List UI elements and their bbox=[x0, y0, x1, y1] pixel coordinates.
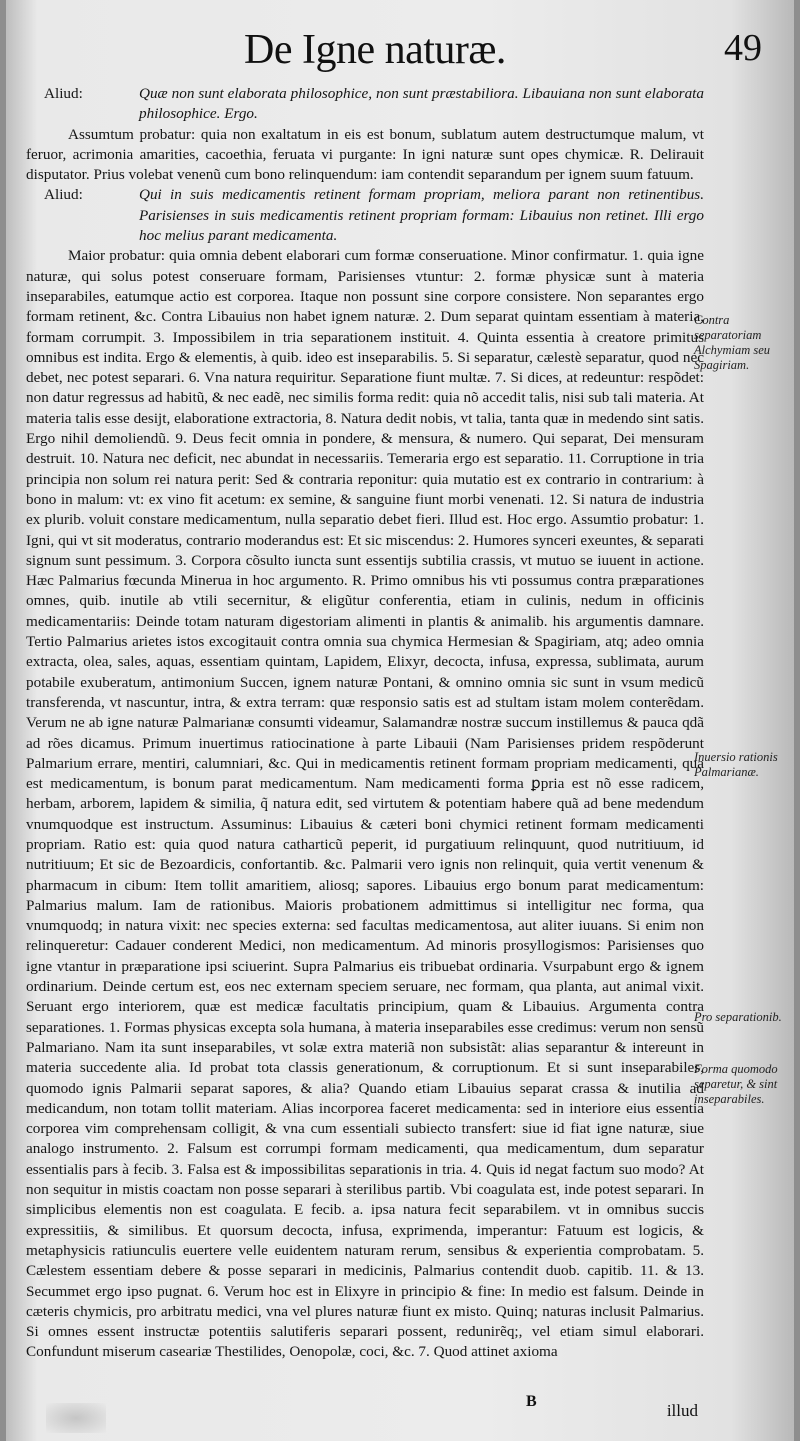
aliud-label: Aliud: bbox=[44, 186, 83, 204]
catchword: illud bbox=[666, 1401, 698, 1420]
page-stain bbox=[46, 1403, 106, 1433]
syllogism-text: Quæ non sunt elaborata philosophice, non sunt præstabiliora. Libauiana non sunt elaborata philosophice. Ergo. bbox=[139, 85, 704, 123]
page-number: 49 bbox=[724, 27, 762, 69]
book-page bbox=[6, 0, 794, 1441]
paragraph: Maior probatur: quia omnia debent elaborari cum formæ conseruatione. Minor confirmatur. 1. quia igne naturæ, qui solus potest conseruare formam, Parisienses vtuntur: 2. formæ physicæ sunt à materia inseparabiles, eatumque actio est corporea. Itaque non possunt sine corpore consistere. Non separantes ergo formam retinent, &c. Contra Libauius non habet ignem naturæ. 2. Dum separat quintam essentiam à materia, formam corrumpit. 3. Impossibilem in tria separationem instituit. 4. Quinta essentia à creatore primitus omnibus est indita. Ergo & elementis, à quib. ideo est inseparabilis. 5. Si separatur, cælestè separatur, quod nec debet, nec potest separari. 6. Vna natura requiritur. Separatione fiunt multæ. 7. Si dices, at redeuntur: respõdet: non datur regressus ad habitũ, & nec eadẽ, nec similis forma redit: quia nõ accedit talis, nisi sub tali materia. At materia talis esse desijt, elaboratione extractoria, 8. Natura dedit nobis, vt talia, tanta quæ in medendo sint satis. Ergo nihil demoliendũ. 9. Deus fecit omnia in pondere, & mensura, & numero. Qui separat, Dei mensuram destruit. 10. Natura nec deficit, nec abundat in necessariis. Temeraria ergo est separatio. 11. Corruptione in tria principia non solum rei natura perit: Sed & contraria reponitur: quia mutatio est ex contrario in contrarium: à bono in malum: vt: ex vino fit acetum: ex semine, & sanguine fiunt morbi venenati. 12. Si natura de industria ex plurib. voluit constare medicamentum, nulla separatio debet fieri. Illud est. Hoc ergo. Assumtio probatur: 1. Igni, qui vt sit moderatus, contrario moderandus est: Et sic miscendus: 2. Humores synceri exeuntes, & separati signum sunt pessimum. 3. Corpora cõsulto iuncta sunt essentijs subtilia crassis, vt mutuo se iuuent in actione. Hæc Palmarius fœcunda Minerua in hoc argumento. R. Primo omnibus his vti possumus contra præparationes omnes, quib. inutile ab vtili secernitur, & eligũtur conferentia, etiam in culinis, nedum in officinis medicamentariis: Deinde totam naturam digestoriam alimenti in plantis & animalib. his argumentis damnare. Tertio Palmarius arietes istos excogitauit contra omnia sua chymica Hermesian & Spagiriam, atq; adeo omnia extracta, olea, sales, aquas, essentiam quintam, Lapidem, Elixyr, decocta, infusa, expressa, sublimata, aurum potabile exuberatum, antimonium Succen, ignem naturæ Pontani, & omnino omnia sic sunt in vsum medicũ transferenda, vt nascuntur, intra, & extra terram: quæ responsio satis est ad stultam istam molem conterẽdam. Verum ne ab igne naturæ Palmarianæ consumti videamur, Salamandræ nostræ succum instillemus & pauca qdã ad rões dicamus. Primum inuertimus ratiocinatione à parte Libauii (Nam Parisienses pridem respõderunt Palmarium errare, mentiri, calumniari, &c. Qui in medicamentis retinent formam propriam medicamenti, qua est medicamentum, is bonum parat medicamentum. Nam medicamenti forma ꝑpria est nõ esse radicem, herbam, arborem, lapidem & similia, q̃ natura edit, sed virtutem & potentiam habere quã ad bene medendum vnumquodque est instructum. Assuminus: Libauius & cæteri boni chymici retinent formam medicamenti propriam. Ratio est: quia quod natura catharticũ peperit, id purgatiuum relinquunt, quod nutritiuum, id nutritiuum; Et sic de Bezoardicis, confortantib. &c. Palmarii vero ignis non relinquit, quia vertit venenum & pharmacum in cibum: Item tollit amaritiem, aliosq; sapores. Libauius ergo bonum parat medicamentum: Palmarius malum. Iam de rationibus. Maioris probationem admittimus si intelligitur nec forma, qua vnumquodq; in natura vixit: nec species externa: sed facultas medicamentosa, aut aliter iuuans. Si enim non relinqueretur: Cadauer conderent Medici, non medicamentum. Ad minoris prosyllogismos: Parisienses quo igne vtantur in præparatione ipsi sciuerint. Supra Palmarius eis tribuebat ordinaria. Vsurpabunt ergo & ignem ordinarium. Deinde certum est, eos nec externam speciem seruare, nec formam, qua planta, aut animal vixit. Seruant ergo interiorem, quæ est medicæ facultatis principium, quam & Libauius. Argumenta contra separationes. 1. Formas physicas excepta sola humana, à materia inseparabiles esse credimus: verum non sensũ Palmariano. Nam ita sunt inseparabiles, vt solæ extra materiã non subsistãt: alias separantur & intereunt in materia succedente alia. Id probat tota classis generationum, & corruptionum. Et si sunt inseparabiles, quomodo ignis Palmarii separat sapores, & alia? Quando etiam Libauius separat crassa & inutilia ad medicandum, non totam tollit materiam. Alias incorporea faceret medicamenta: sed in interiore eius essentia corporea vim comprehensam colligit, & vna cum essentiali subiecto transfert: siue id fiat igne naturæ, siue analogo instrumento. 2. Falsum est corrumpi formam medicamenti, qua medicamentum, dum separatur essentialis pars à fecib. 3. Falsa est & impossibilitas separationis in tria. 4. Quis id negat factum suo modo? At non sequitur in mistis coactam non posse separari à sterilibus partib. Vbi coagulata est, inde potest separari. In simplicibus elementis non est coagulata. E fecib. a. ipsa natura fecit separabilem. vt in omnibus succis expressitiis, & similibus. Et quorsum decocta, infusa, exprimenda, imperantur: Fatuum est logicis, & metaphysicis ratiunculis euertere velle euidentem naturam rerum, sensibus & experientia comprobatam. 5. Cælestem essentiam debere & posse separari in medicinis, Palmarius contendit duob. capitib. 11. & 13. Secummet ergo ipso pugnat. 6. Verum hoc est in Elixyre in principio & fine: In medio est falsum. Deinde in cæteris chymicis, pro arbitratu medici, vna vel plures naturæ fiunt ex misto. Quinq; naturas inclusit Palmarius. Si omnes essent instructæ potentiis salutiferis separari possent, redunirẽq;, vel etiam simul elaborari. Confundunt miserum caseariæ Thestilides, Oenopolæ, coci, &c. 7. Quod attinet axioma bbox=[26, 247, 704, 1361]
marginal-note: Forma quomodo separetur, & sint inseparabiles. bbox=[694, 1062, 778, 1106]
marginal-note: Contra separatoriam Alchymiam seu Spagiriam. bbox=[694, 313, 771, 372]
signature-mark: B bbox=[526, 1393, 537, 1410]
marginal-note: Pro separationib. bbox=[694, 1010, 782, 1024]
syllogism-text: Qui in suis medicamentis retinent formam propriam, meliora parant non retinentibus. Parisienses in suis medicamentis retinent propriam formam: Libauius non retinet. Illi ergo hoc melius parant medicamenta. bbox=[139, 186, 704, 245]
aliud-label: Aliud: bbox=[44, 85, 83, 102]
main-text bbox=[26, 84, 704, 1363]
syllogism-2 bbox=[26, 185, 704, 246]
paragraph: Assumtum probatur: quia non exaltatum in eis est bonum, sublatum autem destructumque malum, vt feruor, acrimonia amarities, cacoethia, feruata vi purgante: In igni naturæ sunt opes chymicæ. R. Delirauit disputator. Prius volebat venenũ cum bono relinquendum: iam contendit separandum per ignem suum fatuum. bbox=[26, 125, 704, 184]
running-title: De Igne naturæ. bbox=[244, 27, 506, 73]
marginal-note: Inuersio rationis Palmarianæ. bbox=[694, 750, 778, 779]
syllogism-1 bbox=[26, 84, 704, 125]
